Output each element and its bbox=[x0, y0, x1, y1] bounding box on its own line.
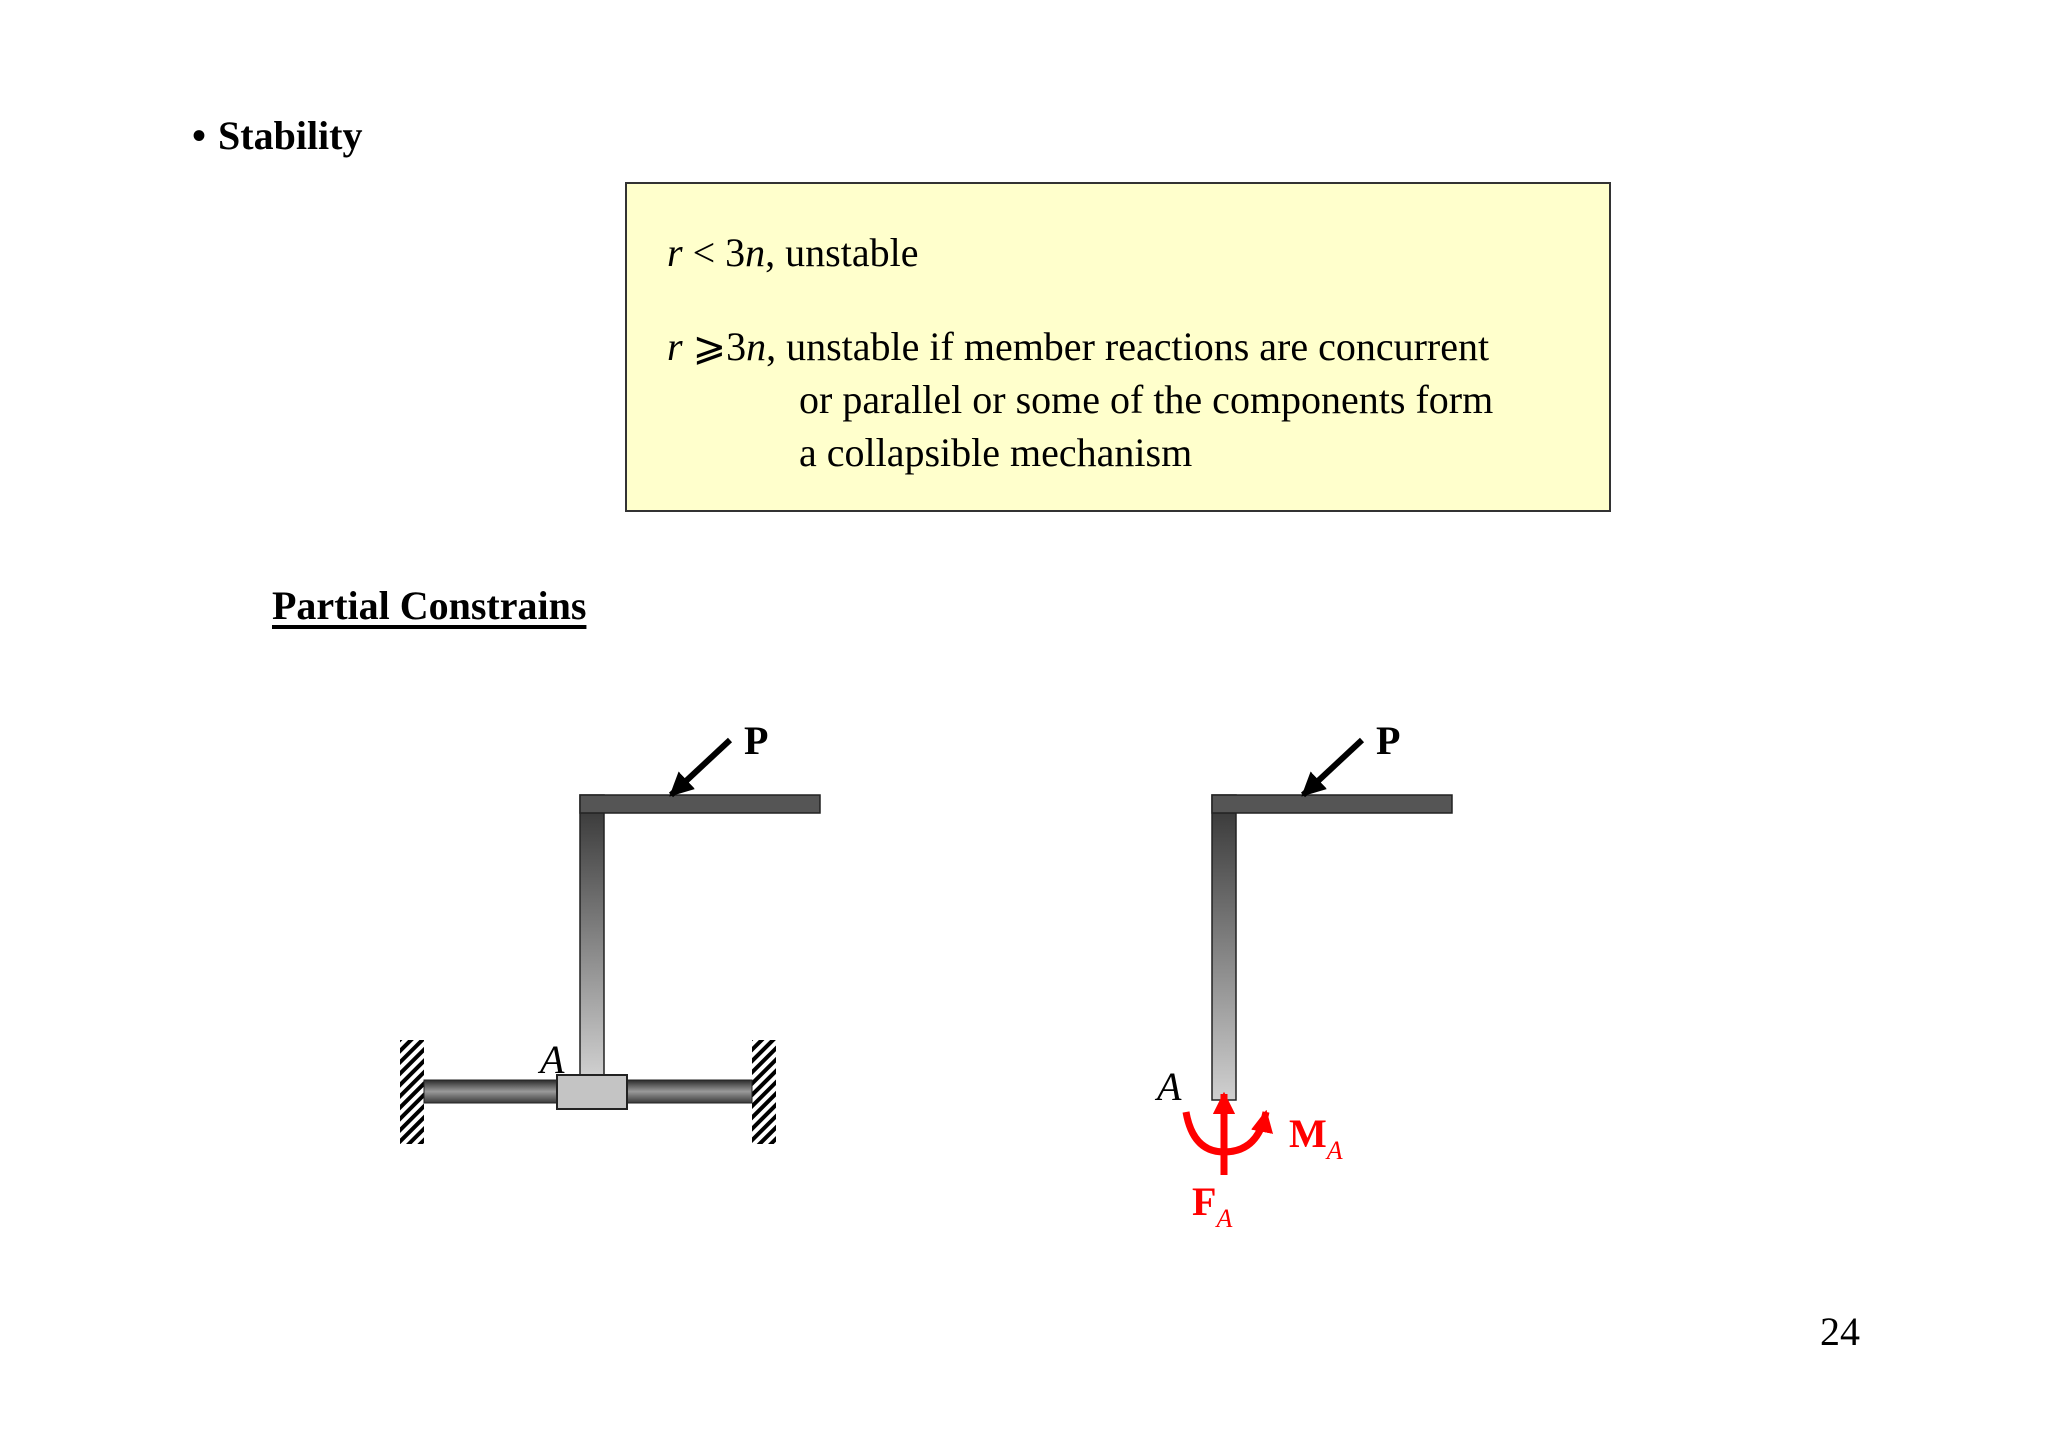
rule2-text: , unstable if member reactions are concurrent bbox=[766, 324, 1490, 369]
rule1-relation: < bbox=[692, 230, 716, 275]
left-vertical-member bbox=[580, 795, 604, 1077]
left-point-label: A bbox=[540, 1037, 565, 1082]
rule2-n: n bbox=[746, 324, 767, 369]
page-number: 24 bbox=[1820, 1309, 1860, 1354]
section-title: Partial Constrains bbox=[272, 583, 587, 628]
rule2-line3: a collapsible mechanism bbox=[799, 430, 1193, 475]
moment-label-sub: A bbox=[1326, 1136, 1343, 1165]
rule1-text: , unstable bbox=[765, 230, 919, 275]
left-load-arrow bbox=[671, 740, 730, 795]
right-horizontal-member bbox=[1212, 795, 1452, 813]
bullet-point: • bbox=[192, 113, 207, 158]
rule2-var: r bbox=[667, 324, 683, 369]
left-wall-right bbox=[752, 1040, 776, 1144]
force-label-main: F bbox=[1192, 1179, 1217, 1224]
force-label-sub: A bbox=[1216, 1204, 1233, 1233]
force-label bbox=[1192, 1179, 1232, 1233]
moment-label bbox=[1289, 1111, 1343, 1165]
right-point-label: A bbox=[1157, 1064, 1182, 1109]
left-wall-left bbox=[400, 1040, 424, 1144]
rule1-var: r bbox=[667, 230, 683, 275]
left-load-label: P bbox=[744, 718, 769, 763]
left-horizontal-member bbox=[580, 795, 820, 813]
right-diagram bbox=[1154, 718, 1452, 1233]
rule1-n: n bbox=[745, 230, 766, 275]
rule2-line2: or parallel or some of the components form bbox=[799, 377, 1494, 422]
left-collar bbox=[557, 1075, 627, 1109]
right-load-arrow bbox=[1303, 740, 1362, 795]
left-diagram bbox=[400, 718, 820, 1144]
rule2-relation: ⩾ bbox=[692, 324, 727, 369]
rule1-coef: 3 bbox=[725, 230, 746, 275]
moment-label-main: M bbox=[1289, 1111, 1327, 1156]
stability-heading-text: Stability bbox=[218, 113, 363, 158]
rule2-coef: 3 bbox=[726, 324, 747, 369]
right-vertical-member bbox=[1212, 795, 1236, 1100]
right-load-label: P bbox=[1376, 718, 1401, 763]
